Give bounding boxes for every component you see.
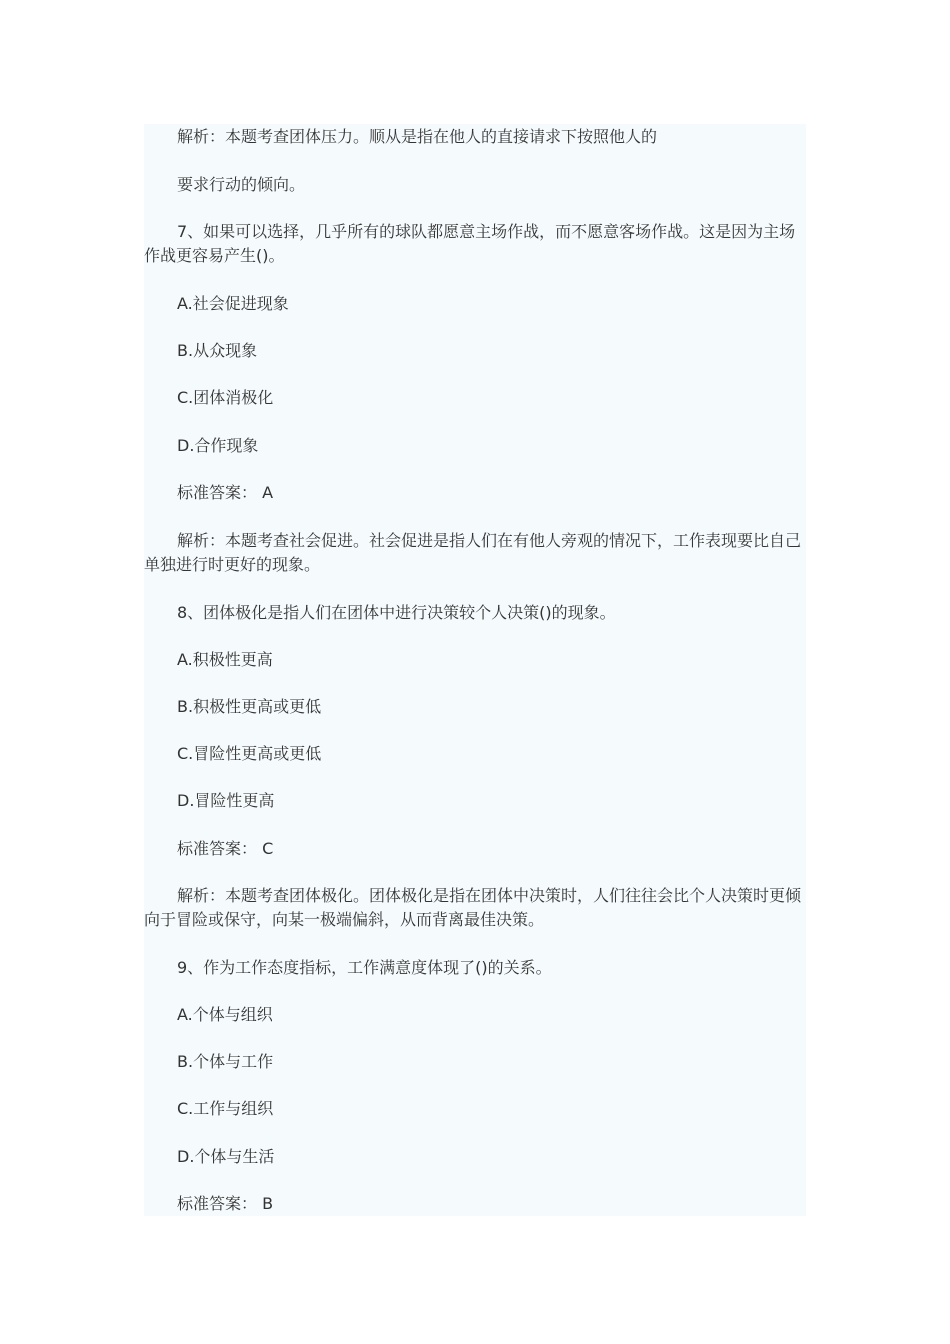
question-9-answer: 标准答案： B [177, 1194, 274, 1213]
question-8-option-d: D.冒险性更高 [177, 791, 275, 810]
question-8-option-b: B.积极性更高或更低 [177, 697, 322, 716]
question-8-analysis: 解析：本题考查团体极化。团体极化是指在团体中决策时，人们往往会比个人决策时更倾向于冒险或保守，向某一极端偏斜，从而背离最佳决策。 [144, 886, 802, 929]
question-9-option-c: C.工作与组织 [177, 1099, 274, 1118]
question-7-option-b: B.从众现象 [177, 341, 258, 360]
question-7-option-c: C.团体消极化 [177, 388, 274, 407]
question-7-option-a: A.社会促进现象 [177, 294, 289, 313]
question-8-option-a: A.积极性更高 [177, 650, 273, 669]
question-7-analysis: 解析：本题考查社会促进。社会促进是指人们在有他人旁观的情况下，工作表现要比自己单独进行时更好的现象。 [144, 531, 802, 574]
question-9-option-a: A.个体与组织 [177, 1005, 273, 1024]
question-9: 9、作为工作态度指标，工作满意度体现了()的关系。 [177, 958, 552, 977]
question-9-option-b: B.个体与工作 [177, 1052, 274, 1071]
question-8: 8、团体极化是指人们在团体中进行决策较个人决策()的现象。 [177, 603, 616, 622]
question-8-answer: 标准答案： C [177, 839, 274, 858]
question-7: 7、如果可以选择，几乎所有的球队都愿意主场作战，而不愿意客场作战。这是因为主场作战更容易产生()。 [144, 222, 796, 265]
analysis-paragraph: 解析：本题考查团体压力。顺从是指在他人的直接请求下按照他人的 [177, 127, 658, 146]
question-7-answer: 标准答案： A [177, 483, 274, 502]
question-7-option-d: D.合作现象 [177, 436, 259, 455]
analysis-paragraph-continued: 要求行动的倾向。 [177, 175, 306, 194]
question-8-option-c: C.冒险性更高或更低 [177, 744, 322, 763]
question-9-option-d: D.个体与生活 [177, 1147, 275, 1166]
